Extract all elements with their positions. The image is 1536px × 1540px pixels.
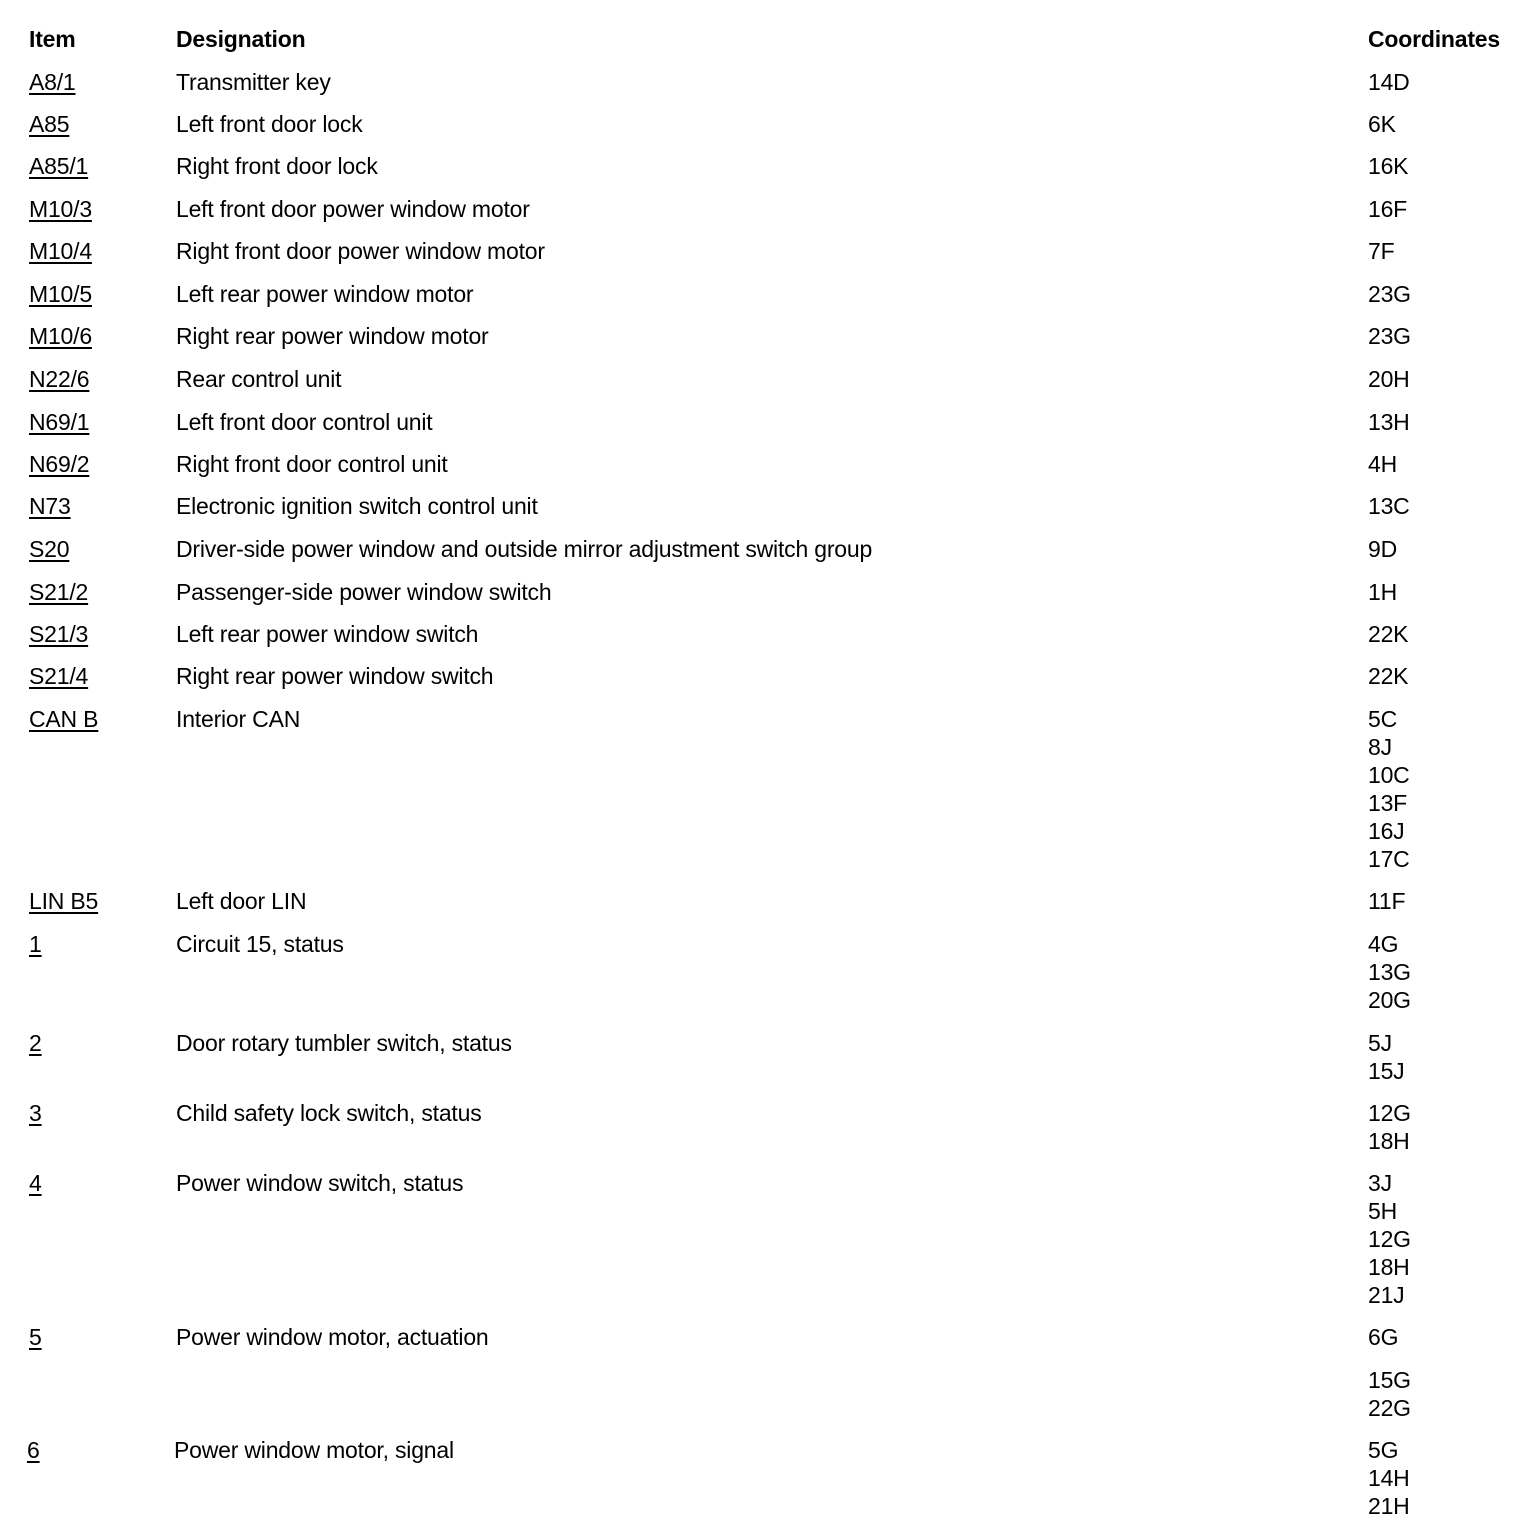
item-link[interactable]: CAN B (29, 706, 99, 732)
coordinates-cell (1368, 322, 1411, 350)
coordinates-cell (1368, 280, 1411, 308)
coordinates-cell (1368, 1169, 1411, 1309)
coordinates-cell (1368, 1436, 1410, 1520)
coordinate-value: 1H (1368, 579, 1398, 605)
coordinates-cell (1368, 1029, 1404, 1085)
item-link[interactable]: 4 (29, 1170, 42, 1196)
column-header-item: Item (29, 26, 76, 52)
designation-text: Electronic ignition switch control unit (176, 493, 538, 519)
coordinate-value: 4G (1368, 931, 1399, 957)
coordinate-value: 13G (1368, 959, 1411, 985)
item-link[interactable]: M10/3 (29, 196, 92, 222)
coordinate-value: 16K (1368, 153, 1409, 179)
designation-text: Left front door control unit (176, 409, 433, 435)
designation-text: Power window switch, status (176, 1170, 464, 1196)
coordinates-cell (1368, 705, 1410, 873)
coordinate-value: 14H (1368, 1465, 1410, 1491)
item-link[interactable]: 2 (29, 1030, 42, 1056)
coordinates-cell (1368, 662, 1408, 690)
coordinates-cell (1368, 450, 1397, 478)
designation-text: Circuit 15, status (176, 931, 344, 957)
coordinate-value: 20G (1368, 987, 1411, 1013)
coordinate-value: 16J (1368, 818, 1405, 844)
coordinates-cell (1368, 535, 1397, 563)
coordinate-value: 23G (1368, 323, 1411, 349)
item-link[interactable]: N69/1 (29, 409, 90, 435)
coordinate-value: 20H (1368, 366, 1410, 392)
table-header (0, 25, 1536, 53)
coordinates-cell (1368, 110, 1396, 138)
designation-text: Left rear power window switch (176, 621, 479, 647)
designation-text: Right front door control unit (176, 451, 448, 477)
designation-text: Left front door power window motor (176, 196, 530, 222)
item-link[interactable]: S20 (29, 536, 70, 562)
coordinate-value: 5H (1368, 1198, 1398, 1224)
coordinate-value: 15G (1368, 1367, 1411, 1393)
coordinate-value: 15J (1368, 1058, 1405, 1084)
coordinates-cell (1368, 887, 1405, 915)
item-link[interactable]: 5 (29, 1324, 42, 1350)
coordinate-value: 16F (1368, 196, 1408, 222)
coordinate-value: 22K (1368, 621, 1409, 647)
coordinate-value: 18H (1368, 1254, 1410, 1280)
column-header-coordinates: Coordinates (1368, 26, 1500, 52)
coordinate-value: 11F (1368, 888, 1406, 914)
coordinate-value: 23G (1368, 281, 1411, 307)
coordinates-cell (1368, 195, 1407, 223)
coordinate-value: 8J (1368, 734, 1392, 760)
designation-text: Passenger-side power window switch (176, 579, 552, 605)
designation-text: Right front door lock (176, 153, 378, 179)
designation-text: Driver-side power window and outside mirror adjustment switch group (176, 536, 873, 562)
designation-text: Right rear power window switch (176, 663, 494, 689)
designation-text: Left rear power window motor (176, 281, 474, 307)
coordinate-value: 21H (1368, 1493, 1410, 1519)
coordinate-value: 7F (1368, 238, 1395, 264)
coordinate-value: 18H (1368, 1128, 1410, 1154)
designation-text: Right front door power window motor (176, 238, 545, 264)
coordinates-cell (1368, 1323, 1411, 1422)
designation-text: Power window motor, signal (174, 1437, 454, 1463)
coordinate-value: 14D (1368, 69, 1410, 95)
coordinates-cell (1368, 492, 1410, 520)
coordinate-value: 6K (1368, 111, 1396, 137)
item-link[interactable]: A85/1 (29, 153, 89, 179)
item-link[interactable]: S21/3 (29, 621, 89, 647)
item-link[interactable]: A8/1 (29, 69, 76, 95)
coordinate-value: 10C (1368, 762, 1410, 788)
item-link[interactable]: N69/2 (29, 451, 90, 477)
coordinate-value: 22G (1368, 1395, 1411, 1421)
coordinate-value: 6G (1368, 1324, 1399, 1350)
item-link[interactable]: S21/2 (29, 579, 89, 605)
item-link[interactable]: A85 (29, 111, 70, 137)
designation-text: Door rotary tumbler switch, status (176, 1030, 512, 1056)
designation-text: Child safety lock switch, status (176, 1100, 482, 1126)
item-link[interactable]: LIN B5 (29, 888, 99, 914)
coordinate-value: 13C (1368, 493, 1410, 519)
item-link[interactable]: M10/6 (29, 323, 92, 349)
coordinates-cell (1368, 1099, 1411, 1155)
coordinates-cell (1368, 620, 1408, 648)
coordinate-value: 3J (1368, 1170, 1392, 1196)
coordinate-value: 13F (1368, 790, 1408, 816)
coordinates-cell (1368, 365, 1410, 393)
coordinates-cell (1368, 237, 1394, 265)
coordinates-cell (1368, 68, 1410, 96)
item-link[interactable]: M10/4 (29, 238, 92, 264)
coordinate-value: 13H (1368, 409, 1410, 435)
item-link[interactable]: N73 (29, 493, 71, 519)
item-link[interactable]: N22/6 (29, 366, 90, 392)
designation-text: Power window motor, actuation (176, 1324, 489, 1350)
coordinates-cell (1368, 930, 1411, 1014)
coordinate-value: 5C (1368, 706, 1398, 732)
coordinates-cell (1368, 408, 1410, 436)
coordinates-cell (1368, 578, 1397, 606)
coordinate-value: 5J (1368, 1030, 1392, 1056)
item-link[interactable]: 6 (27, 1437, 40, 1463)
designation-text: Left door LIN (176, 888, 307, 914)
coordinate-value: 17C (1368, 846, 1410, 872)
designation-text: Transmitter key (176, 69, 331, 95)
designation-text: Right rear power window motor (176, 323, 489, 349)
designation-text: Interior CAN (176, 706, 301, 732)
coordinate-value: 12G (1368, 1100, 1411, 1126)
item-link[interactable]: 3 (29, 1100, 42, 1126)
coordinate-value: 5G (1368, 1437, 1399, 1463)
designation-text: Rear control unit (176, 366, 342, 392)
designation-text: Left front door lock (176, 111, 363, 137)
coordinates-cell (1368, 152, 1408, 180)
column-header-designation: Designation (176, 26, 306, 52)
item-link[interactable]: 1 (29, 931, 42, 957)
item-link[interactable]: S21/4 (29, 663, 89, 689)
coordinate-value: 12G (1368, 1226, 1411, 1252)
coordinate-value: 22K (1368, 663, 1409, 689)
coordinate-value: 21J (1368, 1282, 1405, 1308)
coordinate-value (1368, 1351, 1411, 1366)
coordinate-value: 4H (1368, 451, 1398, 477)
item-link[interactable]: M10/5 (29, 281, 92, 307)
coordinate-value: 9D (1368, 536, 1398, 562)
